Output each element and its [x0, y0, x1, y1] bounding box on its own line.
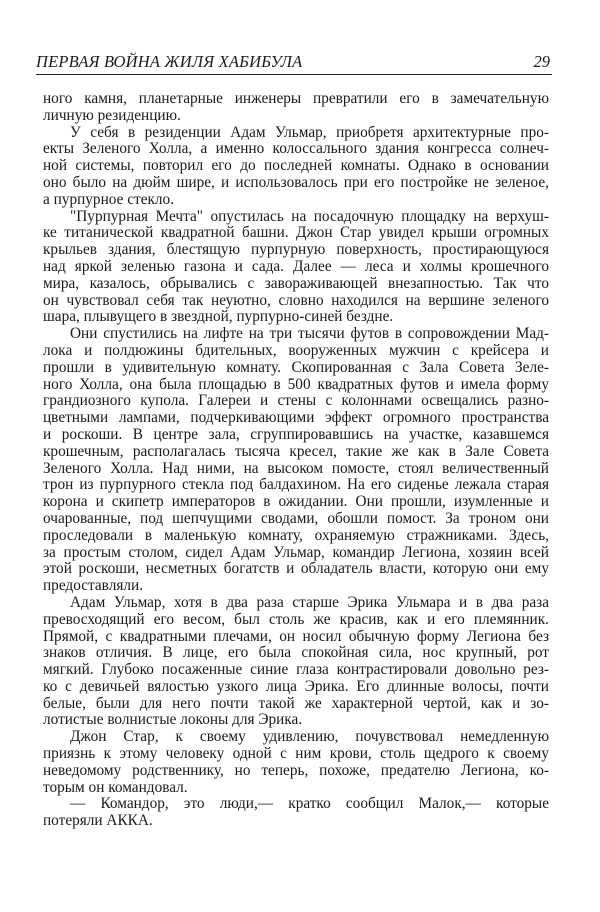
text-line: Джон Стар, к своему удивлению, почувствовал немедленную: [70, 728, 549, 746]
text-line: над яркой зеленью газона и сада. Далее — леса и холмы крошечного: [43, 257, 549, 275]
text-line: очарованные, под шепчущими сводами, обошли помост. За троном они: [43, 509, 549, 527]
text-line: этой роскоши, несметных богатств и обладатель власти, которую они ему: [43, 560, 549, 578]
text-line: и роскоши. В центре зала, сгруппировавшись на участке, казавшемся: [43, 425, 549, 443]
text-line: Прямой, с квадратными плечами, он носил обычную форму Легиона без: [43, 627, 549, 645]
text-line: лока и полдюжины бдительных, вооруженных мужчин с крейсера и: [43, 341, 549, 359]
text-line: знаков отличия. В лице, его была спокойная сила, нос крупный, рот: [43, 644, 549, 662]
text-line: шара, плывущего в звездной, пурпурно-синей бездне.: [43, 308, 394, 326]
text-line: неведомому родственнику, но теперь, похоже, предателю Легиона, ко-: [43, 761, 549, 779]
text-line: предоставляли.: [43, 577, 144, 595]
text-line: "Пурпурная Мечта" опустилась на посадочную площадку на верхуш-: [70, 207, 549, 225]
text-line: он чувствовал себя так неуютно, словно находился на вершине зеленого: [43, 291, 549, 309]
text-line: мягкий. Глубоко посаженные синие глаза контрастировали довольно рез-: [43, 661, 549, 679]
text-line: Зеленого Холла. Над ними, на высоком помосте, стоял величественный: [43, 459, 549, 477]
paragraph: [43, 796, 549, 830]
paragraph: [43, 91, 549, 125]
page-number: 29: [533, 52, 550, 71]
text-line: У себя в резиденции Адам Ульмар, приобретя архитектурные про-: [70, 123, 549, 141]
running-header: [36, 50, 552, 75]
text-line: белые, были для него почти такой же характерной чертой, как и зо-: [43, 694, 549, 712]
text-line: оно было на дюйм шире, и использовалось при его постройке не зеленое,: [43, 173, 549, 191]
paragraph: [43, 209, 549, 327]
text-line: ко с девичьей вялостью узкого лица Эрика. Его длинные волосы, почти: [43, 677, 549, 695]
text-line: ного камня, планетарные инженеры превратили его в замечательную: [43, 90, 549, 107]
paragraph: [43, 326, 549, 595]
text-line: торым он командовал.: [43, 778, 188, 796]
text-line: корона и скипетр императоров в ожидании. Они прошли, изумленные и: [43, 493, 549, 511]
text-line: Адам Ульмар, хотя в два раза старше Эрика Ульмара и в два раза: [70, 593, 549, 611]
text-line: трон из пурпурного стекла под балдахином. На его сиденье лежала старая: [43, 476, 549, 494]
text-line: Они спустились на лифте на три тысячи футов в сопровождении Мад-: [70, 325, 549, 343]
paragraph: [43, 125, 549, 209]
text-line: превосходящий его весом, был столь же красив, как и его племянник.: [43, 610, 549, 628]
text-line: мира, казалось, обрывались с завораживающей внезапностью. Так что: [43, 274, 549, 292]
text-line: — Командор, это люди,— кратко сообщил Малок,— которые: [70, 795, 549, 813]
text-line: екты Зеленого Холла, а именно колоссального здания конгресса солнеч-: [43, 140, 549, 158]
text-line: цветными лампами, подчеркивающими эффект огромного пространства: [43, 409, 549, 427]
text-line: ке титанической квадратной башни. Джон Стар увидел крыши огромных: [43, 224, 549, 242]
text-line: крошечным, располагалась тысяча кресел, такие же как в Зале Совета: [43, 442, 549, 460]
text-line: грандиозного купола. Галереи и стены с колоннами освещались разно-: [43, 392, 549, 410]
text-line: лотистые волнистые локоны для Эрика.: [43, 711, 303, 729]
text-line: а пурпурное стекло.: [43, 190, 175, 208]
text-line: ной системы, повторил его до последней комнаты. Однако в основании: [43, 157, 549, 175]
text-line: проследовали в маленькую комнату, охраняемую стражниками. Здесь,: [43, 526, 549, 544]
text-line: за простым столом, сидел Адам Ульмар, командир Легиона, хозяин всей: [43, 543, 549, 561]
page-body-text: [43, 91, 549, 830]
paragraph: [43, 729, 549, 796]
text-line: потеряли АККА.: [43, 812, 153, 830]
paragraph: [43, 595, 549, 729]
text-line: прошли в удивительную комнату. Скопированная с Зала Совета Зеле-: [43, 358, 549, 376]
text-line: крыльев здания, блестящую пурпурную поверхность, простирающуюся: [43, 241, 549, 259]
text-line: ного Холла, она была площадью в 500 квадратных футов и имела форму: [43, 375, 549, 393]
text-line: приязнь к этому человеку одной с ним крови, столь щедрого к своему: [43, 745, 549, 763]
running-title: ПЕРВАЯ ВОЙНА ЖИЛЯ ХАБИБУЛА: [36, 52, 303, 71]
text-line: личную резиденцию.: [43, 106, 181, 124]
